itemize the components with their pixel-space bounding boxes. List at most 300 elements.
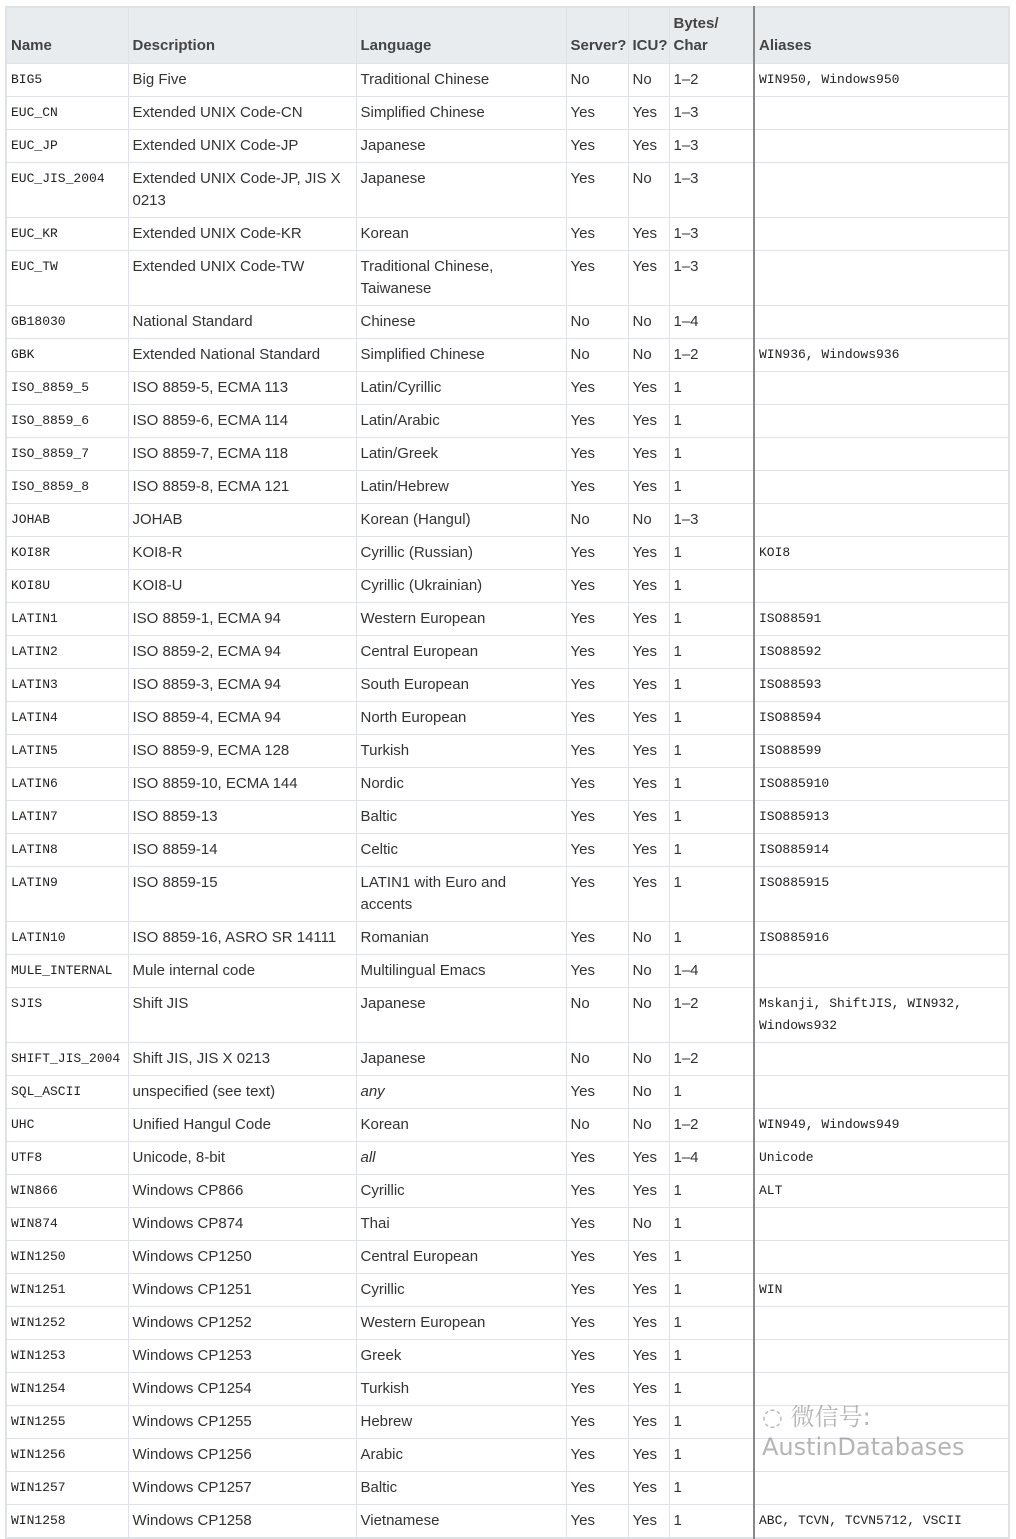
cell-icu: Yes	[628, 438, 669, 471]
cell-server: Yes	[566, 922, 628, 955]
cell-bytes-per-char: 1	[669, 1340, 754, 1373]
cell-language: Romanian	[356, 922, 566, 955]
cell-aliases: WIN	[754, 1274, 1009, 1307]
table-row	[6, 955, 1009, 988]
cell-aliases	[754, 504, 1009, 537]
cell-icu: Yes	[628, 1406, 669, 1439]
cell-aliases: Mskanji, ShiftJIS, WIN932, Windows932	[754, 988, 1009, 1043]
cell-bytes-per-char: 1	[669, 372, 754, 405]
cell-name: EUC_KR	[6, 218, 128, 251]
cell-aliases	[754, 471, 1009, 504]
cell-name: WIN1251	[6, 1274, 128, 1307]
cell-server: Yes	[566, 1340, 628, 1373]
cell-language: Japanese	[356, 130, 566, 163]
cell-aliases	[754, 130, 1009, 163]
cell-icu: No	[628, 922, 669, 955]
table-row	[6, 867, 1009, 922]
cell-bytes-per-char: 1	[669, 1505, 754, 1539]
cell-icu: Yes	[628, 218, 669, 251]
cell-aliases: ISO88594	[754, 702, 1009, 735]
watermark: ◌ 微信号: AustinDatabases	[762, 1403, 965, 1461]
cell-name: MULE_INTERNAL	[6, 955, 128, 988]
cell-bytes-per-char: 1	[669, 1307, 754, 1340]
cell-server: Yes	[566, 537, 628, 570]
cell-icu: Yes	[628, 1274, 669, 1307]
cell-bytes-per-char: 1	[669, 768, 754, 801]
cell-server: Yes	[566, 1373, 628, 1406]
cell-server: Yes	[566, 1274, 628, 1307]
cell-language: Latin/Hebrew	[356, 471, 566, 504]
cell-icu: No	[628, 988, 669, 1043]
cell-language: Cyrillic (Ukrainian)	[356, 570, 566, 603]
cell-aliases: ISO88592	[754, 636, 1009, 669]
cell-aliases	[754, 1076, 1009, 1109]
cell-server: Yes	[566, 405, 628, 438]
cell-language: Korean	[356, 218, 566, 251]
cell-aliases: WIN949, Windows949	[754, 1109, 1009, 1142]
cell-language: Latin/Greek	[356, 438, 566, 471]
cell-bytes-per-char: 1	[669, 1406, 754, 1439]
cell-language: North European	[356, 702, 566, 735]
cell-name: EUC_JP	[6, 130, 128, 163]
cell-name: ISO_8859_8	[6, 471, 128, 504]
cell-description: ISO 8859-3, ECMA 94	[128, 669, 356, 702]
cell-description: Windows CP866	[128, 1175, 356, 1208]
cell-server: Yes	[566, 834, 628, 867]
cell-server: Yes	[566, 1439, 628, 1472]
cell-icu: Yes	[628, 1439, 669, 1472]
cell-language: Cyrillic	[356, 1274, 566, 1307]
cell-bytes-per-char: 1–2	[669, 1043, 754, 1076]
table-row	[6, 636, 1009, 669]
table-row	[6, 1472, 1009, 1505]
cell-bytes-per-char: 1	[669, 537, 754, 570]
cell-bytes-per-char: 1–3	[669, 218, 754, 251]
cell-language: Latin/Arabic	[356, 405, 566, 438]
cell-aliases	[754, 438, 1009, 471]
cell-language: Western European	[356, 1307, 566, 1340]
cell-server: Yes	[566, 801, 628, 834]
cell-description: Unicode, 8-bit	[128, 1142, 356, 1175]
cell-bytes-per-char: 1–3	[669, 163, 754, 218]
cell-server: No	[566, 988, 628, 1043]
cell-language: Celtic	[356, 834, 566, 867]
cell-server: Yes	[566, 867, 628, 922]
cell-icu: No	[628, 64, 669, 97]
cell-description: Windows CP1253	[128, 1340, 356, 1373]
cell-aliases: ISO88593	[754, 669, 1009, 702]
cell-aliases: ISO885915	[754, 867, 1009, 922]
cell-icu: No	[628, 339, 669, 372]
cell-description: Windows CP1255	[128, 1406, 356, 1439]
cell-name: LATIN1	[6, 603, 128, 636]
cell-icu: Yes	[628, 801, 669, 834]
table-row	[6, 537, 1009, 570]
cell-aliases: ISO885916	[754, 922, 1009, 955]
cell-name: WIN1257	[6, 1472, 128, 1505]
cell-icu: Yes	[628, 636, 669, 669]
cell-name: EUC_JIS_2004	[6, 163, 128, 218]
cell-bytes-per-char: 1–2	[669, 988, 754, 1043]
cell-description: Windows CP1250	[128, 1241, 356, 1274]
table-row	[6, 1142, 1009, 1175]
table-row	[6, 1241, 1009, 1274]
cell-aliases	[754, 97, 1009, 130]
cell-name: WIN1258	[6, 1505, 128, 1539]
cell-icu: No	[628, 306, 669, 339]
cell-aliases	[754, 1439, 1009, 1472]
table-row	[6, 1175, 1009, 1208]
cell-bytes-per-char: 1–4	[669, 306, 754, 339]
cell-description: ISO 8859-4, ECMA 94	[128, 702, 356, 735]
cell-description: Extended UNIX Code-CN	[128, 97, 356, 130]
table-row	[6, 768, 1009, 801]
cell-aliases	[754, 163, 1009, 218]
table-row	[6, 1340, 1009, 1373]
cell-description: Extended UNIX Code-JP, JIS X 0213	[128, 163, 356, 218]
cell-language: Korean	[356, 1109, 566, 1142]
cell-server: Yes	[566, 372, 628, 405]
cell-aliases	[754, 955, 1009, 988]
table-row	[6, 306, 1009, 339]
cell-bytes-per-char: 1	[669, 922, 754, 955]
cell-description: ISO 8859-14	[128, 834, 356, 867]
cell-description: ISO 8859-1, ECMA 94	[128, 603, 356, 636]
cell-bytes-per-char: 1	[669, 1439, 754, 1472]
cell-bytes-per-char: 1	[669, 867, 754, 922]
table-row	[6, 97, 1009, 130]
table-row	[6, 372, 1009, 405]
header-row	[6, 7, 1009, 64]
table-row	[6, 1373, 1009, 1406]
cell-name: SHIFT_JIS_2004	[6, 1043, 128, 1076]
cell-bytes-per-char: 1	[669, 471, 754, 504]
cell-language: Simplified Chinese	[356, 97, 566, 130]
cell-aliases	[754, 306, 1009, 339]
cell-name: EUC_CN	[6, 97, 128, 130]
cell-description: ISO 8859-7, ECMA 118	[128, 438, 356, 471]
cell-description: Shift JIS	[128, 988, 356, 1043]
cell-description: ISO 8859-5, ECMA 113	[128, 372, 356, 405]
cell-icu: No	[628, 504, 669, 537]
cell-icu: No	[628, 1208, 669, 1241]
table-row	[6, 1109, 1009, 1142]
cell-language: Multilingual Emacs	[356, 955, 566, 988]
table-row	[6, 1307, 1009, 1340]
cell-description: ISO 8859-9, ECMA 128	[128, 735, 356, 768]
header-icu: ICU?	[628, 7, 669, 64]
cell-bytes-per-char: 1	[669, 1472, 754, 1505]
cell-bytes-per-char: 1–4	[669, 955, 754, 988]
table-row	[6, 504, 1009, 537]
cell-server: Yes	[566, 1472, 628, 1505]
cell-name: LATIN10	[6, 922, 128, 955]
cell-aliases	[754, 1043, 1009, 1076]
cell-icu: Yes	[628, 471, 669, 504]
cell-description: unspecified (see text)	[128, 1076, 356, 1109]
cell-aliases: ISO88591	[754, 603, 1009, 636]
cell-bytes-per-char: 1	[669, 1208, 754, 1241]
cell-aliases: KOI8	[754, 537, 1009, 570]
cell-aliases	[754, 1373, 1009, 1406]
table-row	[6, 669, 1009, 702]
cell-bytes-per-char: 1–2	[669, 1109, 754, 1142]
cell-server: Yes	[566, 1307, 628, 1340]
cell-icu: Yes	[628, 1241, 669, 1274]
table-row	[6, 702, 1009, 735]
cell-bytes-per-char: 1–3	[669, 97, 754, 130]
cell-description: Extended National Standard	[128, 339, 356, 372]
cell-description: Extended UNIX Code-KR	[128, 218, 356, 251]
cell-aliases	[754, 372, 1009, 405]
cell-description: Big Five	[128, 64, 356, 97]
cell-description: Windows CP1252	[128, 1307, 356, 1340]
cell-description: Windows CP874	[128, 1208, 356, 1241]
cell-description: KOI8-U	[128, 570, 356, 603]
cell-bytes-per-char: 1	[669, 669, 754, 702]
cell-icu: Yes	[628, 570, 669, 603]
cell-icu: Yes	[628, 1307, 669, 1340]
table-row	[6, 130, 1009, 163]
cell-name: ISO_8859_5	[6, 372, 128, 405]
cell-language: Korean (Hangul)	[356, 504, 566, 537]
cell-aliases: Unicode	[754, 1142, 1009, 1175]
cell-server: No	[566, 64, 628, 97]
charset-table	[5, 6, 1010, 1539]
cell-icu: Yes	[628, 735, 669, 768]
cell-icu: Yes	[628, 603, 669, 636]
cell-icu: Yes	[628, 1175, 669, 1208]
cell-bytes-per-char: 1	[669, 1241, 754, 1274]
cell-name: LATIN5	[6, 735, 128, 768]
cell-language: Greek	[356, 1340, 566, 1373]
cell-bytes-per-char: 1	[669, 735, 754, 768]
cell-language: Vietnamese	[356, 1505, 566, 1539]
cell-language: Central European	[356, 636, 566, 669]
cell-bytes-per-char: 1	[669, 834, 754, 867]
cell-description: JOHAB	[128, 504, 356, 537]
cell-aliases	[754, 218, 1009, 251]
cell-icu: No	[628, 163, 669, 218]
cell-icu: Yes	[628, 1340, 669, 1373]
cell-description: ISO 8859-10, ECMA 144	[128, 768, 356, 801]
cell-bytes-per-char: 1	[669, 1175, 754, 1208]
cell-icu: Yes	[628, 669, 669, 702]
cell-language: Hebrew	[356, 1406, 566, 1439]
cell-bytes-per-char: 1	[669, 702, 754, 735]
cell-language: any	[356, 1076, 566, 1109]
cell-name: WIN866	[6, 1175, 128, 1208]
cell-icu: Yes	[628, 372, 669, 405]
table-row	[6, 471, 1009, 504]
cell-name: SJIS	[6, 988, 128, 1043]
header-aliases: Aliases	[754, 7, 1009, 64]
cell-aliases	[754, 570, 1009, 603]
table-row	[6, 603, 1009, 636]
cell-aliases	[754, 405, 1009, 438]
cell-language: Central European	[356, 1241, 566, 1274]
cell-language: Arabic	[356, 1439, 566, 1472]
cell-icu: Yes	[628, 702, 669, 735]
cell-language: Simplified Chinese	[356, 339, 566, 372]
cell-icu: Yes	[628, 1505, 669, 1539]
cell-aliases: WIN950, Windows950	[754, 64, 1009, 97]
cell-server: Yes	[566, 1142, 628, 1175]
cell-name: WIN1253	[6, 1340, 128, 1373]
cell-name: WIN1252	[6, 1307, 128, 1340]
cell-bytes-per-char: 1–4	[669, 1142, 754, 1175]
cell-name: KOI8R	[6, 537, 128, 570]
cell-description: ISO 8859-8, ECMA 121	[128, 471, 356, 504]
cell-aliases	[754, 1472, 1009, 1505]
cell-name: GBK	[6, 339, 128, 372]
cell-language: Japanese	[356, 988, 566, 1043]
cell-icu: Yes	[628, 1142, 669, 1175]
cell-language: Latin/Cyrillic	[356, 372, 566, 405]
cell-bytes-per-char: 1	[669, 1373, 754, 1406]
cell-description: National Standard	[128, 306, 356, 339]
cell-language: Turkish	[356, 735, 566, 768]
cell-icu: Yes	[628, 405, 669, 438]
cell-language: Traditional Chinese	[356, 64, 566, 97]
cell-name: UTF8	[6, 1142, 128, 1175]
table-row	[6, 570, 1009, 603]
cell-name: WIN874	[6, 1208, 128, 1241]
cell-server: Yes	[566, 1175, 628, 1208]
cell-icu: No	[628, 1043, 669, 1076]
cell-aliases: ISO885913	[754, 801, 1009, 834]
cell-server: Yes	[566, 768, 628, 801]
header-server: Server?	[566, 7, 628, 64]
cell-aliases: ALT	[754, 1175, 1009, 1208]
cell-bytes-per-char: 1	[669, 801, 754, 834]
cell-server: Yes	[566, 97, 628, 130]
table-row	[6, 1406, 1009, 1439]
cell-bytes-per-char: 1	[669, 603, 754, 636]
cell-aliases: WIN936, Windows936	[754, 339, 1009, 372]
cell-icu: No	[628, 1076, 669, 1109]
table-row	[6, 922, 1009, 955]
cell-aliases: ISO885910	[754, 768, 1009, 801]
table-row	[6, 1043, 1009, 1076]
table-row	[6, 163, 1009, 218]
cell-bytes-per-char: 1–3	[669, 130, 754, 163]
cell-server: Yes	[566, 471, 628, 504]
cell-description: ISO 8859-15	[128, 867, 356, 922]
cell-icu: Yes	[628, 251, 669, 306]
cell-language: Thai	[356, 1208, 566, 1241]
cell-description: Windows CP1258	[128, 1505, 356, 1539]
cell-language: South European	[356, 669, 566, 702]
cell-name: SQL_ASCII	[6, 1076, 128, 1109]
cell-aliases	[754, 1208, 1009, 1241]
cell-server: Yes	[566, 1406, 628, 1439]
cell-server: No	[566, 306, 628, 339]
cell-language: Cyrillic	[356, 1175, 566, 1208]
cell-description: Windows CP1251	[128, 1274, 356, 1307]
cell-bytes-per-char: 1	[669, 1274, 754, 1307]
cell-description: ISO 8859-13	[128, 801, 356, 834]
cell-server: No	[566, 1109, 628, 1142]
cell-name: WIN1254	[6, 1373, 128, 1406]
cell-aliases	[754, 251, 1009, 306]
table-row	[6, 251, 1009, 306]
cell-icu: Yes	[628, 1373, 669, 1406]
cell-server: Yes	[566, 163, 628, 218]
table-row	[6, 218, 1009, 251]
cell-name: LATIN6	[6, 768, 128, 801]
cell-name: WIN1250	[6, 1241, 128, 1274]
cell-server: Yes	[566, 130, 628, 163]
cell-language: Chinese	[356, 306, 566, 339]
table-row	[6, 438, 1009, 471]
cell-language: Turkish	[356, 1373, 566, 1406]
table-row	[6, 988, 1009, 1043]
cell-icu: Yes	[628, 834, 669, 867]
cell-language: Western European	[356, 603, 566, 636]
table-row	[6, 1439, 1009, 1472]
cell-name: LATIN2	[6, 636, 128, 669]
cell-description: ISO 8859-2, ECMA 94	[128, 636, 356, 669]
table-row	[6, 834, 1009, 867]
cell-name: ISO_8859_6	[6, 405, 128, 438]
cell-description: Windows CP1256	[128, 1439, 356, 1472]
table-row	[6, 1208, 1009, 1241]
cell-language: Japanese	[356, 1043, 566, 1076]
header-bytes-per-char: Bytes/ Char	[669, 7, 754, 64]
cell-icu: Yes	[628, 537, 669, 570]
cell-icu: No	[628, 955, 669, 988]
table-row	[6, 405, 1009, 438]
cell-server: Yes	[566, 1076, 628, 1109]
cell-icu: No	[628, 1109, 669, 1142]
cell-description: KOI8-R	[128, 537, 356, 570]
cell-language: Cyrillic (Russian)	[356, 537, 566, 570]
cell-server: Yes	[566, 603, 628, 636]
cell-description: Windows CP1257	[128, 1472, 356, 1505]
cell-bytes-per-char: 1–2	[669, 64, 754, 97]
cell-server: Yes	[566, 636, 628, 669]
cell-bytes-per-char: 1–3	[669, 251, 754, 306]
cell-server: Yes	[566, 955, 628, 988]
cell-bytes-per-char: 1–3	[669, 504, 754, 537]
cell-bytes-per-char: 1	[669, 405, 754, 438]
cell-aliases	[754, 1406, 1009, 1439]
cell-icu: Yes	[628, 97, 669, 130]
cell-language: all	[356, 1142, 566, 1175]
table-row	[6, 735, 1009, 768]
cell-server: No	[566, 339, 628, 372]
cell-server: Yes	[566, 218, 628, 251]
cell-name: WIN1255	[6, 1406, 128, 1439]
cell-name: GB18030	[6, 306, 128, 339]
cell-name: KOI8U	[6, 570, 128, 603]
cell-language: Japanese	[356, 163, 566, 218]
table-row	[6, 339, 1009, 372]
header-description: Description	[128, 7, 356, 64]
cell-bytes-per-char: 1	[669, 636, 754, 669]
cell-bytes-per-char: 1	[669, 1076, 754, 1109]
header-name: Name	[6, 7, 128, 64]
cell-language: Baltic	[356, 1472, 566, 1505]
header-language: Language	[356, 7, 566, 64]
cell-name: WIN1256	[6, 1439, 128, 1472]
cell-server: Yes	[566, 1241, 628, 1274]
cell-language: Nordic	[356, 768, 566, 801]
cell-server: Yes	[566, 702, 628, 735]
cell-name: LATIN7	[6, 801, 128, 834]
cell-name: LATIN8	[6, 834, 128, 867]
